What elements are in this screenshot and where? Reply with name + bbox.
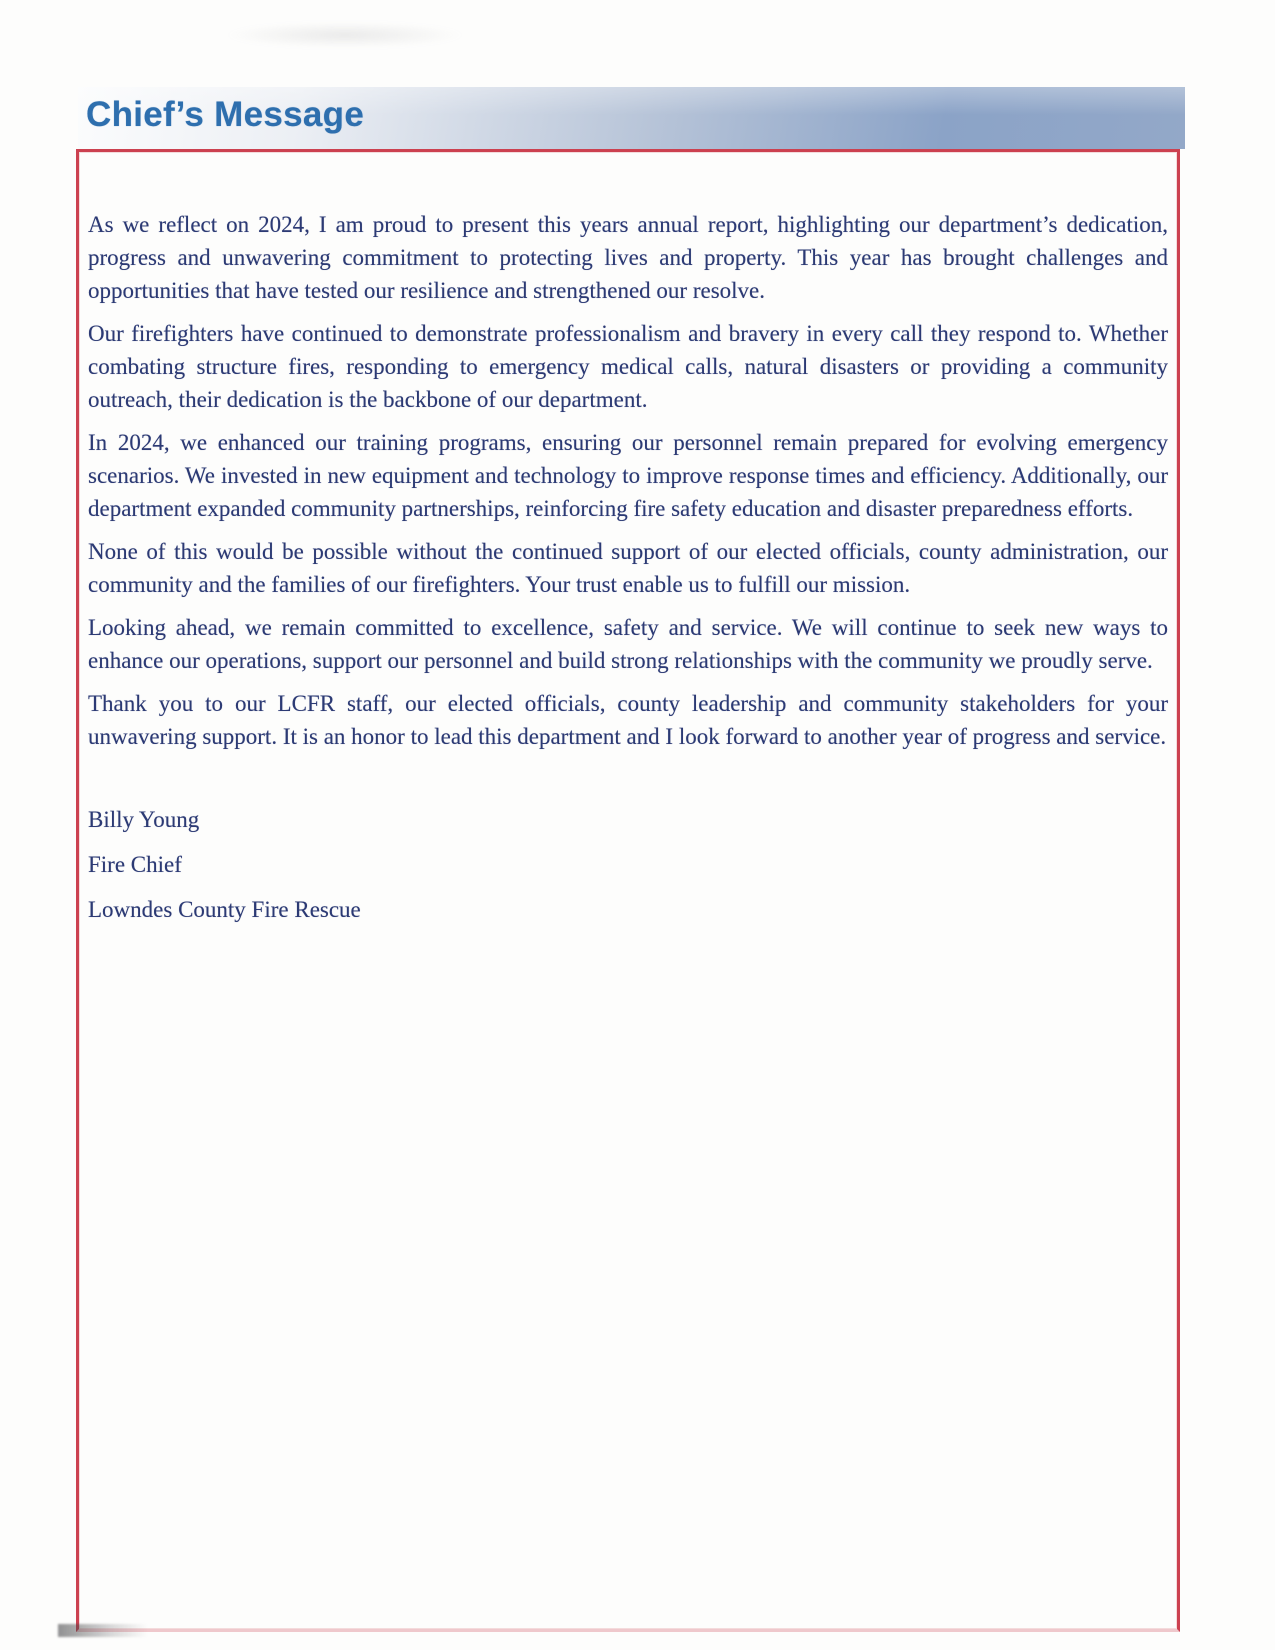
signature-block <box>88 803 1168 926</box>
message-paragraph-2: Our firefighters have continued to demonstrate professionalism and bravery in every call they respond to. Whether combating structure fires, responding to emergency medical calls, natural disasters or providing a community outreach, their dedication is the backbone of our department. <box>88 321 1168 412</box>
signature-title: Fire Chief <box>88 852 182 877</box>
message-paragraph-1: As we reflect on 2024, I am proud to present this years annual report, highlighting our department’s dedication, progress and unwavering commitment to protecting lives and property. This year has brought challenges and opportunities that have tested our resilience and strengthened our resolve. <box>88 212 1168 303</box>
section-header-banner <box>78 87 1185 149</box>
message-body-box <box>76 149 1180 1632</box>
signature-organization: Lowndes County Fire Rescue <box>88 897 361 922</box>
page-title: Chief’s Message <box>86 95 365 134</box>
message-paragraph-6: Thank you to our LCFR staff, our elected officials, county leadership and community stakeholders for your unwavering support. It is an honor to lead this department and I look forward to another year of progress and service. <box>88 691 1168 749</box>
message-paragraph-4: None of this would be possible without the continued support of our elected officials, county administration, our community and the families of our firefighters. Your trust enable us to fulfill our mission. <box>88 539 1168 597</box>
scan-smudge-top <box>225 22 465 48</box>
signature-name: Billy Young <box>88 807 200 832</box>
message-paragraph-3: In 2024, we enhanced our training programs, ensuring our personnel remain prepared for evolving emergency scenarios. We invested in new equipment and technology to improve response times and efficiency. Additionally, our department expanded community partnerships, reinforcing fire safety education and disaster preparedness efforts. <box>88 430 1168 521</box>
message-paragraph-5: Looking ahead, we remain committed to excellence, safety and service. We will continue to seek new ways to enhance our operations, support our personnel and build strong relationships with the community we proudly serve. <box>88 615 1168 673</box>
scan-smudge-bottom <box>58 1624 148 1637</box>
